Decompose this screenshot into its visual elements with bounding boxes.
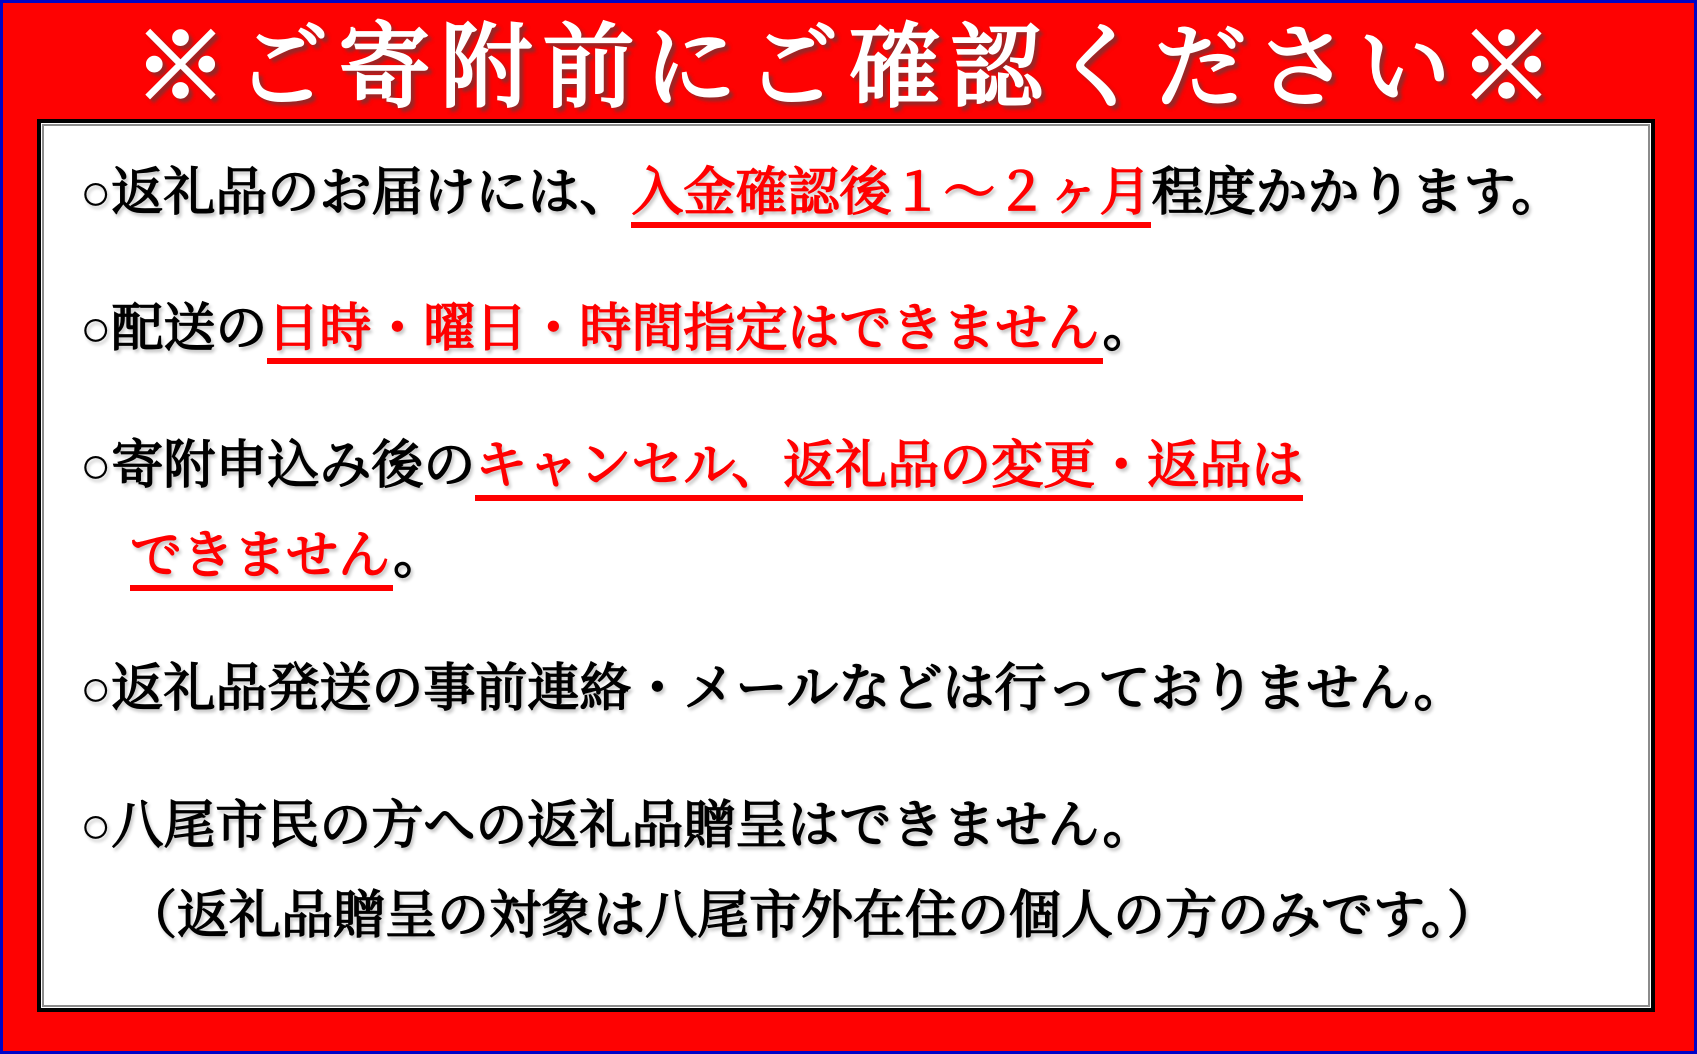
emphasis-segment: できません	[130, 527, 393, 591]
text-segment: ○配送の	[80, 300, 268, 358]
notice-item-no-schedule-designation	[80, 284, 1155, 374]
text-segment: ○八尾市民の方への返礼品贈呈はできません。	[80, 797, 1155, 855]
emphasis-segment: 入金確認後１～２ヶ月	[631, 164, 1151, 228]
notice-line	[80, 148, 1563, 238]
text-segment: 程度かかります。	[1151, 164, 1564, 222]
notice-line	[80, 644, 1466, 734]
notice-item-no-cancellation	[80, 421, 1303, 601]
emphasis-segment: 日時・曜日・時間指定はできません	[267, 300, 1102, 364]
text-segment: ○寄附申込み後の	[80, 437, 476, 495]
notice-line	[80, 284, 1155, 374]
notice-line-note	[80, 871, 1499, 961]
notice-item-delivery-period	[80, 148, 1563, 238]
notice-line	[80, 511, 1303, 601]
notice-line	[80, 781, 1499, 871]
text-segment: ○返礼品発送の事前連絡・メールなどは行っておりません。	[80, 660, 1466, 718]
text-segment: 。	[1102, 300, 1155, 358]
notice-item-no-advance-contact	[80, 644, 1466, 734]
notice-panel	[37, 119, 1655, 1012]
notice-header-title: ※ご寄附前にご確認ください※	[134, 17, 1563, 119]
notice-item-residents-ineligible	[80, 781, 1499, 961]
emphasis-segment: キャンセル、返礼品の変更・返品は	[475, 437, 1303, 501]
text-segment: 。	[393, 527, 446, 585]
text-segment: （返礼品贈呈の対象は八尾市外在住の個人の方のみです。）	[125, 887, 1499, 945]
notice-line	[80, 421, 1303, 511]
text-segment: ○返礼品のお届けには、	[80, 164, 632, 222]
